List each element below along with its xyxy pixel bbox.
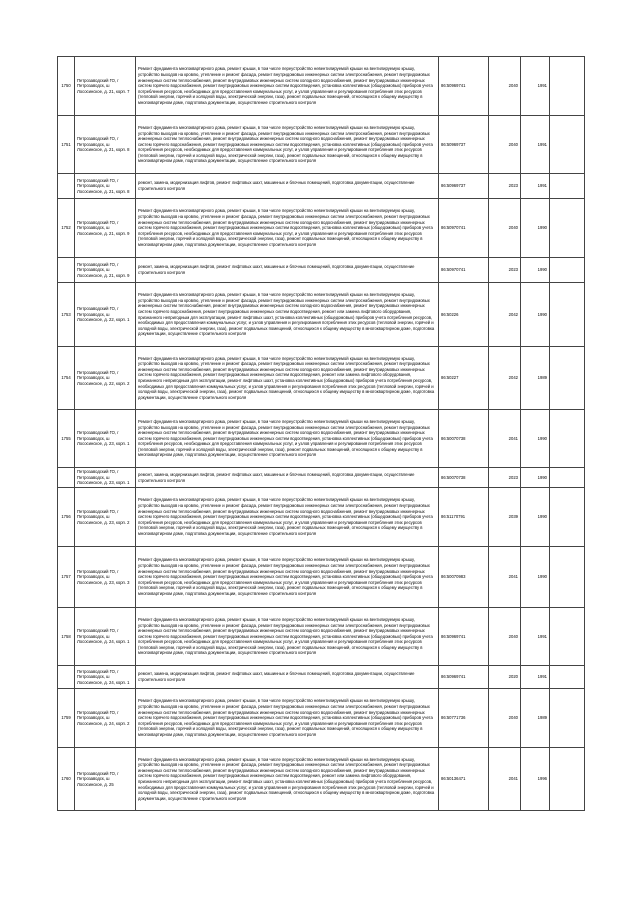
row-number-cell [58,488,75,547]
works-cell [136,608,439,666]
address-cell [75,547,136,608]
works-cell-text: Ремонт фундамента многоквартирного дома, ремонт крыши, в том числе переустройство невентилируемой крыши на вентилируемую крышу, устройство выходов на кровлю, утепление и ремонт фасада, ремонт внутридомовых инженерных систем электроснабжения, ремонт внутридомовых инженерных систем теплоснабжения, ремонт внутридомовых инженерных систем холодного водоснабжения, ремонт внутридомовых инженерных систем горячего водоснабжения, ремонт внутридомовых инженерных систем водоотведения, установка коллективных (общедомовых) приборов учета потребления ресурсов, необходимых для предоставления коммунальных услуг, и узлов управления и регулирования потребления этих ресурсов (тепловой энергии, горячей и холодной воды, электрической энергии, газа), ремонт подвальных помещений, относящихся к общему имуществу в многоквартирном доме, подготовка документации, осуществление строительного контроля [138,698,433,737]
built-year-cell-text: 1990 [537,267,547,273]
empty-cell [550,199,585,258]
planned-year-cell-text: 2040 [508,83,518,89]
planned-year-cell-text: 2041 [508,574,518,580]
address-cell-text: Петрозаводский ГО, г Петрозаводск, ш Лососинское, д. 23, корп. 3 [77,568,130,585]
row-number-cell-text: 1758 [61,633,71,639]
planned-year-cell-text: 2023 [508,267,518,273]
row-number-cell [58,748,75,811]
works-cell-text: Ремонт фундамента многоквартирного дома, ремонт крыши, в том числе переустройство невентилируемой крыши на вентилируемую крышу, устройство выходов на кровлю, утепление и ремонт фасада, ремонт внутридомовых инженерных систем электроснабжения, ремонт внутридомовых инженерных систем теплоснабжения, ремонт внутридомовых инженерных систем холодного водоснабжения, ремонт внутридомовых инженерных систем горячего водоснабжения, ремонт внутридомовых инженерных систем водоотведения, установка коллективных (общедомовых) приборов учета потребления ресурсов, необходимых для предоставления коммунальных услуг, и узлов управления и регулирования потребления этих ресурсов (тепловой энергии, горячей и холодной воды, электрической энергии, газа), ремонт подвальных помещений, относящихся к общему имуществу в многоквартирном доме, подготовка документации, осуществление строительного контроля [138,418,433,458]
built-year-cell [521,258,550,283]
table-body [58,57,585,811]
built-year-cell-text: 1990 [537,474,547,480]
address-cell [75,666,136,689]
building-id-cell-text: 86:50970741 [441,225,466,231]
built-year-cell [521,547,550,608]
table-row [58,689,585,748]
address-cell-text: Петрозаводский ГО, г Петрозаводск, ш Лососинское, д. 23, корп. 2 [77,508,130,525]
planned-year-cell [489,410,521,468]
address-cell [75,57,136,116]
works-cell-text: ремонт, замена, модернизация лифтов, ремонт лифтовых шахт, машинных и блочных помещений, подготовка документации, осуществление строительного контроля [138,471,415,483]
building-id-cell [439,283,489,347]
address-cell-text: Петрозаводский ГО, г Петрозаводск, ш Лососинское, д. 21, корп. 9 [77,261,130,278]
row-number-cell [58,174,75,199]
built-year-cell-text: 1991 [537,141,547,147]
address-cell [75,468,136,488]
works-cell [136,689,439,748]
works-cell-text: Ремонт фундамента многоквартирного дома, ремонт крыши, в том числе переустройство невентилируемой крыши на вентилируемую крышу, устройство выходов на кровлю, утепление и ремонт фасада, ремонт внутридомовых инженерных систем электроснабжения, ремонт внутридомовых инженерных систем теплоснабжения, ремонт внутридомовых инженерных систем холодного водоснабжения, ремонт внутридомовых инженерных систем горячего водоснабжения, ремонт внутридомовых инженерных систем водоотведения, установка коллективных (общедомовых) приборов учета потребления ресурсов, необходимых для предоставления коммунальных услуг, и узлов управления и регулирования потребления этих ресурсов (тепловой энергии, горячей и холодной воды, электрической энергии, газа), ремонт подвальных помещений, относящихся к общему имуществу в многоквартирном доме, подготовка документации, осуществление строительного контроля [138,497,433,536]
built-year-cell [521,689,550,748]
row-number-cell [58,689,75,748]
works-cell [136,347,439,410]
row-number-cell-text: 1753 [61,311,71,317]
building-id-cell [439,410,489,468]
table-row [58,666,585,689]
address-cell [75,488,136,547]
row-number-cell [58,347,75,410]
built-year-cell [521,347,550,410]
built-year-cell [521,468,550,488]
works-cell [136,116,439,174]
built-year-cell [521,174,550,199]
address-cell-text: Петрозаводский ГО, г Петрозаводск, ш Лососинское, д. 21, корп. 7 [77,77,130,94]
row-number-cell [58,410,75,468]
address-cell-text: Петрозаводский ГО, г Петрозаводск, ш Лососинское, д. 24, корп. 1 [77,668,130,685]
building-id-cell-text: 86:50070738 [441,474,466,480]
building-id-cell-text: 86:50226 [441,311,459,317]
empty-cell [550,547,585,608]
works-cell [136,258,439,283]
building-id-cell [439,608,489,666]
row-number-cell [58,468,75,488]
built-year-cell-text: 1991 [537,633,547,639]
empty-cell [550,347,585,410]
works-cell [136,547,439,608]
works-cell [136,468,439,488]
table-row [58,174,585,199]
address-cell [75,689,136,748]
address-cell [75,347,136,410]
row-number-cell-text: 1752 [61,225,71,231]
row-number-cell [58,608,75,666]
planned-year-cell [489,57,521,116]
works-cell-text: Ремонт фундамента многоквартирного дома, ремонт крыши, в том числе переустройство невентилируемой крыши на вентилируемую крышу, устройство выходов на кровлю, утепление и ремонт фасада, ремонт внутридомовых инженерных систем электроснабжения, ремонт внутридомовых инженерных систем теплоснабжения, ремонт внутридомовых инженерных систем холодного водоснабжения, ремонт внутридомовых инженерных систем горячего водоснабжения, ремонт внутридомовых инженерных систем водоотведения, установка коллективных (общедомовых) приборов учета потребления ресурсов, необходимых для предоставления коммунальных услуг, и узлов управления и регулирования потребления этих ресурсов (тепловой энергии, горячей и холодной воды, электрической энергии, газа), ремонт подвальных помещений, относящихся к общему имуществу в многоквартирном доме, подготовка документации, осуществление строительного контроля [138,208,433,247]
planned-year-cell [489,199,521,258]
planned-year-cell-text: 2042 [508,375,518,381]
address-cell-text: Петрозаводский ГО, г Петрозаводск, ш Лососинское, д. 21, корп. 9 [77,219,130,236]
built-year-cell-text: 1990 [537,435,547,441]
empty-cell [550,116,585,174]
empty-cell [550,258,585,283]
table-row [58,547,585,608]
planned-year-cell-text: 2042 [508,311,518,317]
building-id-cell [439,199,489,258]
address-cell-text: Петрозаводский ГО, г Петрозаводск, ш Лососинское, д. 25 [77,770,119,787]
built-year-cell-text: 1990 [537,311,547,317]
works-cell [136,748,439,811]
table-row [58,116,585,174]
works-cell [136,410,439,468]
table-row [58,748,585,811]
row-number-cell [58,199,75,258]
building-id-cell-text: 86:50227 [441,375,459,381]
building-id-cell-text: 86:50771736 [441,715,466,721]
row-number-cell [58,283,75,347]
address-cell [75,608,136,666]
row-number-cell-text: 1751 [61,141,71,147]
planned-year-cell-text: 2040 [508,225,518,231]
planned-year-cell [489,488,521,547]
table-row [58,57,585,116]
address-cell [75,116,136,174]
address-cell-text: Петрозаводский ГО, г Петрозаводск, ш Лососинское, д. 23, корп. 1 [77,430,130,447]
address-cell [75,410,136,468]
built-year-cell-text: 1991 [537,183,547,189]
planned-year-cell [489,689,521,748]
works-cell-text: Ремонт фундамента многоквартирного дома, ремонт крыши, в том числе переустройство невентилируемой крыши на вентилируемую крышу, устройство выходов на кровлю, утепление и ремонт фасада, ремонт внутридомовых инженерных систем электроснабжения, ремонт внутридомовых инженерных систем теплоснабжения, ремонт внутридомовых инженерных систем холодного водоснабжения, ремонт внутридомовых инженерных систем горячего водоснабжения, ремонт внутридомовых инженерных систем водоотведения, ремонт или замена лифтового оборудования, признанного непригодным для эксплуатации, ремонт лифтовых шахт, установка коллективных (общедомовых) приборов учета потребления ресурсов, необходимых для предоставления коммунальных услуг, и узлов управления и регулирования потребления этих ресурсов (тепловой энергии, горячей и холодной воды, электрической энергии, газа), ремонт подвальных помещений, относящихся к общему имуществу в многоквартирном доме, подготовка документации, осуществление строительного контроля [138,756,435,801]
works-cell-text: ремонт, замена, модернизация лифтов, ремонт лифтовых шахт, машинных и блочных помещений, подготовка документации, осуществление строительного контроля [138,671,415,682]
building-id-cell [439,174,489,199]
address-cell [75,199,136,258]
works-cell-text: Ремонт фундамента многоквартирного дома, ремонт крыши, в том числе переустройство невентилируемой крыши на вентилируемую крышу, устройство выходов на кровлю, утепление и ремонт фасада, ремонт внутридомовых инженерных систем электроснабжения, ремонт внутридомовых инженерных систем теплоснабжения, ремонт внутридомовых инженерных систем холодного водоснабжения, ремонт внутридомовых инженерных систем горячего водоснабжения, ремонт внутридомовых инженерных систем водоотведения, ремонт или замена лифтового оборудования, признанного непригодным для эксплуатации, ремонт лифтовых шахт, установка коллективных (общедомовых) приборов учета потребления ресурсов, необходимых для предоставления коммунальных услуг, и узлов управления и регулирования потребления этих ресурсов (тепловой энергии, горячей и холодной воды, электрической энергии, газа), ремонт подвальных помещений, относящихся к общему имуществу в многоквартирном доме, подготовка документации, осуществление строительного контроля [138,292,435,337]
empty-cell [550,283,585,347]
empty-cell [550,488,585,547]
address-cell-text: Петрозаводский ГО, г Петрозаводск, ш Лососинское, д. 24, корп. 2 [77,709,130,726]
planned-year-cell [489,748,521,811]
works-cell [136,199,439,258]
building-id-cell-text: 86:50969741 [441,633,466,639]
works-cell [136,488,439,547]
planned-year-cell [489,116,521,174]
building-id-cell [439,258,489,283]
planned-year-cell-text: 2039 [508,514,518,520]
row-number-cell-text: 1754 [61,375,71,381]
building-id-cell-text: 86:50969741 [441,674,466,680]
works-cell [136,666,439,689]
building-id-cell-text: 86:50136471 [441,776,466,782]
planned-year-cell-text: 2041 [508,435,518,441]
works-cell-text: Ремонт фундамента многоквартирного дома, ремонт крыши, в том числе переустройство невентилируемой крыши на вентилируемую крышу, устройство выходов на кровлю, утепление и ремонт фасада, ремонт внутридомовых инженерных систем электроснабжения, ремонт внутридомовых инженерных систем теплоснабжения, ремонт внутридомовых инженерных систем холодного водоснабжения, ремонт внутридомовых инженерных систем горячего водоснабжения, ремонт внутридомовых инженерных систем водоотведения, установка коллективных (общедомовых) приборов учета потребления ресурсов, необходимых для предоставления коммунальных услуг, и узлов управления и регулирования потребления этих ресурсов (тепловой энергии, горячей и холодной воды, электрической энергии, газа), ремонт подвальных помещений, относящихся к общему имуществу в многоквартирном доме, подготовка документации, осуществление строительного контроля [138,66,433,105]
building-id-cell [439,666,489,689]
works-cell-text: ремонт, замена, модернизация лифтов, ремонт лифтовых шахт, машинных и блочных помещений, подготовка документации, осуществление строительного контроля [138,264,415,275]
building-id-cell [439,57,489,116]
building-id-cell-text: 86:50070738 [441,435,466,441]
planned-year-cell [489,283,521,347]
building-id-cell [439,748,489,811]
built-year-cell-text: 1990 [537,514,547,520]
address-cell-text: Петрозаводский ГО, г Петрозаводск, ш Лососинское, д. 23, корп. 1 [77,469,130,486]
planned-year-cell-text: 2023 [508,474,518,480]
planned-year-cell [489,547,521,608]
table-row [58,283,585,347]
table-row [58,608,585,666]
empty-cell [550,666,585,689]
built-year-cell [521,199,550,258]
row-number-cell [58,666,75,689]
address-cell-text: Петрозаводский ГО, г Петрозаводск, ш Лососинское, д. 22, корп. 2 [77,369,130,386]
planned-year-cell [489,258,521,283]
row-number-cell-text: 1756 [61,514,71,520]
works-cell [136,283,439,347]
address-cell [75,748,136,811]
address-cell [75,283,136,347]
building-id-cell [439,488,489,547]
row-number-cell [58,116,75,174]
planned-year-cell-text: 2023 [508,183,518,189]
built-year-cell [521,748,550,811]
works-cell-text: Ремонт фундамента многоквартирного дома, ремонт крыши, в том числе переустройство невентилируемой крыши на вентилируемую крышу, устройство выходов на кровлю, утепление и ремонт фасада, ремонт внутридомовых инженерных систем электроснабжения, ремонт внутридомовых инженерных систем теплоснабжения, ремонт внутридомовых инженерных систем холодного водоснабжения, ремонт внутридомовых инженерных систем горячего водоснабжения, ремонт внутридомовых инженерных систем водоотведения, установка коллективных (общедомовых) приборов учета потребления ресурсов, необходимых для предоставления коммунальных услуг, и узлов управления и регулирования потребления этих ресурсов (тепловой энергии, горячей и холодной воды, электрической энергии, газа), ремонт подвальных помещений, относящихся к общему имуществу в многоквартирном доме, подготовка документации, осуществление строительного контроля [138,124,433,164]
works-cell-text: ремонт, замена, модернизация лифтов, ремонт лифтовых шахт, машинных и блочных помещений, подготовка документации, осуществление строительного контроля [138,180,415,191]
built-year-cell-text: 1990 [537,574,547,580]
works-cell-text: Ремонт фундамента многоквартирного дома, ремонт крыши, в том числе переустройство невентилируемой крыши на вентилируемую крышу, устройство выходов на кровлю, утепление и ремонт фасада, ремонт внутридомовых инженерных систем электроснабжения, ремонт внутридомовых инженерных систем теплоснабжения, ремонт внутридомовых инженерных систем холодного водоснабжения, ремонт внутридомовых инженерных систем горячего водоснабжения, ремонт внутридомовых инженерных систем водоотведения, ремонт или замена лифтового оборудования, признанного непригодным для эксплуатации, ремонт лифтовых шахт, установка коллективных (общедомовых) приборов учета потребления ресурсов, необходимых для предоставления коммунальных услуг, и узлов управления и регулирования потребления этих ресурсов (тепловой энергии, горячей и холодной воды, электрической энергии, газа), ремонт подвальных помещений, относящихся к общему имуществу в многоквартирном доме, подготовка документации, осуществление строительного контроля [138,355,435,400]
building-id-cell [439,347,489,410]
row-number-cell [58,547,75,608]
capital-repair-table [57,56,585,811]
table-row [58,258,585,283]
planned-year-cell [489,666,521,689]
built-year-cell-text: 1996 [537,776,547,782]
built-year-cell [521,283,550,347]
built-year-cell [521,410,550,468]
building-id-cell [439,116,489,174]
building-id-cell-text: 86:50070983 [441,574,466,580]
built-year-cell [521,666,550,689]
table-row [58,410,585,468]
empty-cell [550,468,585,488]
empty-cell [550,748,585,811]
building-id-cell-text: 86:50970741 [441,267,466,273]
address-cell-text: Петрозаводский ГО, г Петрозаводск, ш Лососинское, д. 21, корп. 8 [77,136,130,153]
planned-year-cell [489,468,521,488]
built-year-cell-text: 1990 [537,225,547,231]
row-number-cell-text: 1759 [61,715,71,721]
built-year-cell [521,488,550,547]
row-number-cell-text: 1760 [61,776,71,782]
empty-cell [550,608,585,666]
planned-year-cell-text: 2040 [508,715,518,721]
empty-cell [550,410,585,468]
building-id-cell [439,468,489,488]
built-year-cell-text: 1989 [537,375,547,381]
table-row [58,347,585,410]
table-row [58,199,585,258]
planned-year-cell-text: 2020 [508,674,518,680]
planned-year-cell-text: 2040 [508,633,518,639]
address-cell-text: Петрозаводский ГО, г Петрозаводск, ш Лососинское, д. 24, корп. 1 [77,628,130,645]
built-year-cell [521,57,550,116]
building-id-cell-text: 86:51170791 [441,514,466,520]
address-cell-text: Петрозаводский ГО, г Петрозаводск, ш Лососинское, д. 22, корп. 1 [77,306,130,323]
table-row [58,468,585,488]
building-id-cell-text: 86:50969741 [441,83,466,89]
row-number-cell-text: 1757 [61,574,71,580]
building-id-cell [439,689,489,748]
table-row [58,488,585,547]
building-id-cell [439,547,489,608]
built-year-cell-text: 1991 [537,83,547,89]
empty-cell [550,57,585,116]
planned-year-cell-text: 2041 [508,776,518,782]
empty-cell [550,174,585,199]
works-cell-text: Ремонт фундамента многоквартирного дома, ремонт крыши, в том числе переустройство невентилируемой крыши на вентилируемую крышу, устройство выходов на кровлю, утепление и ремонт фасада, ремонт внутридомовых инженерных систем электроснабжения, ремонт внутридомовых инженерных систем теплоснабжения, ремонт внутридомовых инженерных систем холодного водоснабжения, ремонт внутридомовых инженерных систем горячего водоснабжения, ремонт внутридомовых инженерных систем водоотведения, установка коллективных (общедомовых) приборов учета потребления ресурсов, необходимых для предоставления коммунальных услуг, и узлов управления и регулирования потребления этих ресурсов (тепловой энергии, горячей и холодной воды, электрической энергии, газа), ремонт подвальных помещений, относящихся к общему имуществу в многоквартирном доме, подготовка документации, осуществление строительного контроля [138,557,433,596]
address-cell-text: Петрозаводский ГО, г Петрозаводск, ш Лососинское, д. 21, корп. 8 [77,177,130,194]
works-cell-text: Ремонт фундамента многоквартирного дома, ремонт крыши, в том числе переустройство невентилируемой крыши на вентилируемую крышу, устройство выходов на кровлю, утепление и ремонт фасада, ремонт внутридомовых инженерных систем электроснабжения, ремонт внутридомовых инженерных систем теплоснабжения, ремонт внутридомовых инженерных систем холодного водоснабжения, ремонт внутридомовых инженерных систем горячего водоснабжения, ремонт внутридомовых инженерных систем водоотведения, установка коллективных (общедомовых) приборов учета потребления ресурсов, необходимых для предоставления коммунальных услуг, и узлов управления и регулирования потребления этих ресурсов (тепловой энергии, горячей и холодной воды, электрической энергии, газа), ремонт подвальных помещений, относящихся к общему имуществу в многоквартирном доме, подготовка документации, осуществление строительного контроля [138,616,433,656]
address-cell [75,174,136,199]
built-year-cell [521,116,550,174]
built-year-cell-text: 1989 [537,715,547,721]
works-cell [136,57,439,116]
planned-year-cell [489,174,521,199]
row-number-cell [58,57,75,116]
row-number-cell [58,258,75,283]
built-year-cell [521,608,550,666]
planned-year-cell-text: 2040 [508,141,518,147]
built-year-cell-text: 1991 [537,674,547,680]
row-number-cell-text: 1755 [61,435,71,441]
building-id-cell-text: 86:50969737 [441,183,466,189]
planned-year-cell [489,608,521,666]
empty-cell [550,689,585,748]
address-cell [75,258,136,283]
works-cell [136,174,439,199]
planned-year-cell [489,347,521,410]
building-id-cell-text: 86:50969737 [441,141,466,147]
row-number-cell-text: 1750 [61,83,71,89]
